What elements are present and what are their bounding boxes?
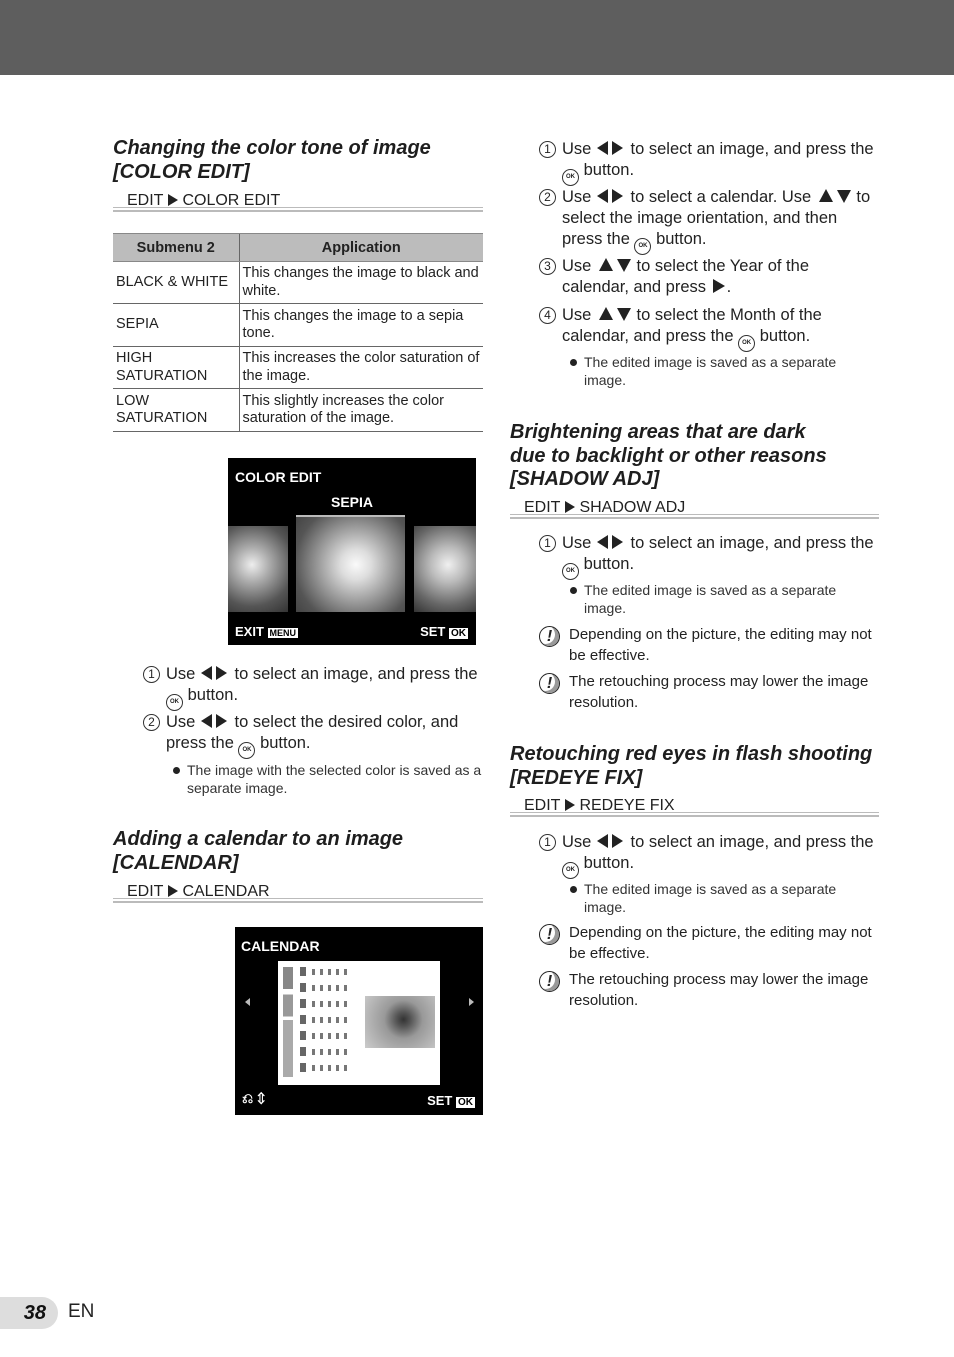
caution-note: ! The retouching process may lower the image resolution.: [539, 970, 874, 1011]
arrow-right-icon: [168, 885, 178, 897]
arrow-right-icon: [565, 799, 575, 811]
note: The edited image is saved as a separate image.: [570, 581, 860, 617]
ok-button-icon: OK: [562, 563, 579, 580]
set-label: SET OK: [427, 1093, 473, 1108]
ok-button-icon: OK: [562, 862, 579, 879]
exit-label: EXIT MENU: [235, 624, 297, 639]
right-arrow-icon: [713, 279, 725, 293]
submenu-table: [113, 233, 483, 432]
ok-button-icon: OK: [166, 694, 183, 711]
table-row: LOW SATURATION This slightly increases the color saturation of the image.: [113, 389, 483, 432]
ok-key-icon: OK: [458, 1097, 473, 1108]
calendar-step-3: 3 Use to select the Year of the calendar, and press .: [539, 256, 879, 298]
page-number: 38: [0, 1297, 58, 1329]
up-down-arrows-icon: [596, 258, 632, 272]
shadow-step-1: 1 Use to select an image, and press the OK button.: [539, 533, 879, 580]
left-right-arrows-icon: [596, 141, 626, 155]
divider: [510, 514, 879, 519]
language-label: EN: [68, 1301, 95, 1322]
set-label: SET OK: [420, 624, 466, 639]
calendar-preview: [278, 961, 440, 1085]
note: The edited image is saved as a separate image.: [570, 880, 860, 916]
calendar-step-1: 1 Use to select an image, and press the OK button.: [539, 139, 879, 186]
step-2: 2 Use to select the desired color, and press the OK button.: [143, 712, 483, 759]
divider: [113, 207, 483, 212]
calendar-step-2: 2 Use to select a calendar. Use to select the image orientation, and then press the OK button.: [539, 187, 879, 255]
divider: [510, 812, 879, 817]
menu-key-icon: MENU: [269, 628, 297, 638]
left-right-arrows-icon: [596, 834, 626, 848]
redeye-step-1: 1 Use to select an image, and press the OK button.: [539, 832, 879, 879]
table-header: Submenu 2: [113, 234, 239, 262]
note: The image with the selected color is saved as a separate image.: [173, 761, 483, 797]
up-down-arrows-icon: [596, 307, 632, 321]
arrow-left-icon[interactable]: [245, 998, 250, 1006]
ok-button-icon: OK: [562, 169, 579, 186]
ok-button-icon: OK: [634, 238, 651, 255]
ok-key-icon: OK: [451, 628, 466, 639]
section-title-redeye-fix: Retouching red eyes in flash shooting [REDEYE FIX]: [510, 743, 873, 789]
table-row: BLACK & WHITE This changes the image to black and white.: [113, 262, 483, 304]
section-title-calendar: Adding a calendar to an image [CALENDAR]: [113, 828, 404, 874]
left-right-arrows-icon: [200, 714, 230, 728]
table-header: Application: [239, 234, 483, 262]
bird-photo: [365, 996, 435, 1048]
step-1: 1 Use to select an image, and press the OK button.: [143, 664, 483, 711]
menu-path-shadow-adj: EDIT SHADOW ADJ: [524, 499, 686, 516]
header-bar: [0, 0, 954, 75]
caution-note: ! Depending on the picture, the editing may not be effective.: [539, 625, 874, 666]
calendar-step-4: 4 Use to select the Month of the calendar, and press the OK button.: [539, 305, 879, 352]
caution-icon: !: [539, 924, 560, 945]
orientation-icon: ⎌ ⇕: [242, 1090, 265, 1106]
caution-icon: !: [539, 971, 560, 992]
arrow-right-icon[interactable]: [469, 998, 474, 1006]
left-right-arrows-icon: [200, 666, 230, 680]
thumbnail-left[interactable]: [228, 526, 288, 612]
table-row: SEPIA This changes the image to a sepia tone.: [113, 304, 483, 347]
note: The edited image is saved as a separate image.: [570, 353, 860, 389]
up-down-arrows-icon: [816, 189, 852, 203]
caution-note: ! The retouching process may lower the image resolution.: [539, 672, 874, 713]
ok-button-icon: OK: [238, 742, 255, 759]
caution-icon: !: [539, 673, 560, 694]
menu-path-calendar: EDIT CALENDAR: [127, 883, 270, 900]
arrow-right-icon: [168, 194, 178, 206]
caution-note: ! Depending on the picture, the editing may not be effective.: [539, 923, 874, 964]
menu-path-redeye-fix: EDIT REDEYE FIX: [524, 797, 675, 814]
camera-screen-color-edit: COLOR EDIT SEPIA EXIT MENU SET OK: [228, 458, 476, 645]
ok-button-icon: OK: [738, 335, 755, 352]
section-title-shadow-adj: Brightening areas that are dark due to backlight or other reasons [SHADOW ADJ]: [510, 421, 827, 490]
camera-screen-calendar: CALENDAR ⎌ ⇕ SET OK: [235, 927, 483, 1115]
menu-path-color-edit: EDIT COLOR EDIT: [127, 192, 281, 209]
caution-icon: !: [539, 626, 560, 647]
left-right-arrows-icon: [596, 535, 626, 549]
divider: [113, 898, 483, 903]
arrow-right-icon: [565, 501, 575, 513]
thumbnail-right[interactable]: [414, 526, 476, 612]
left-right-arrows-icon: [596, 189, 626, 203]
section-title-color-edit: Changing the color tone of image [COLOR EDIT]: [113, 137, 431, 183]
thumbnail-selected[interactable]: [296, 515, 405, 612]
table-row: HIGH SATURATION This increases the color saturation of the image.: [113, 347, 483, 389]
